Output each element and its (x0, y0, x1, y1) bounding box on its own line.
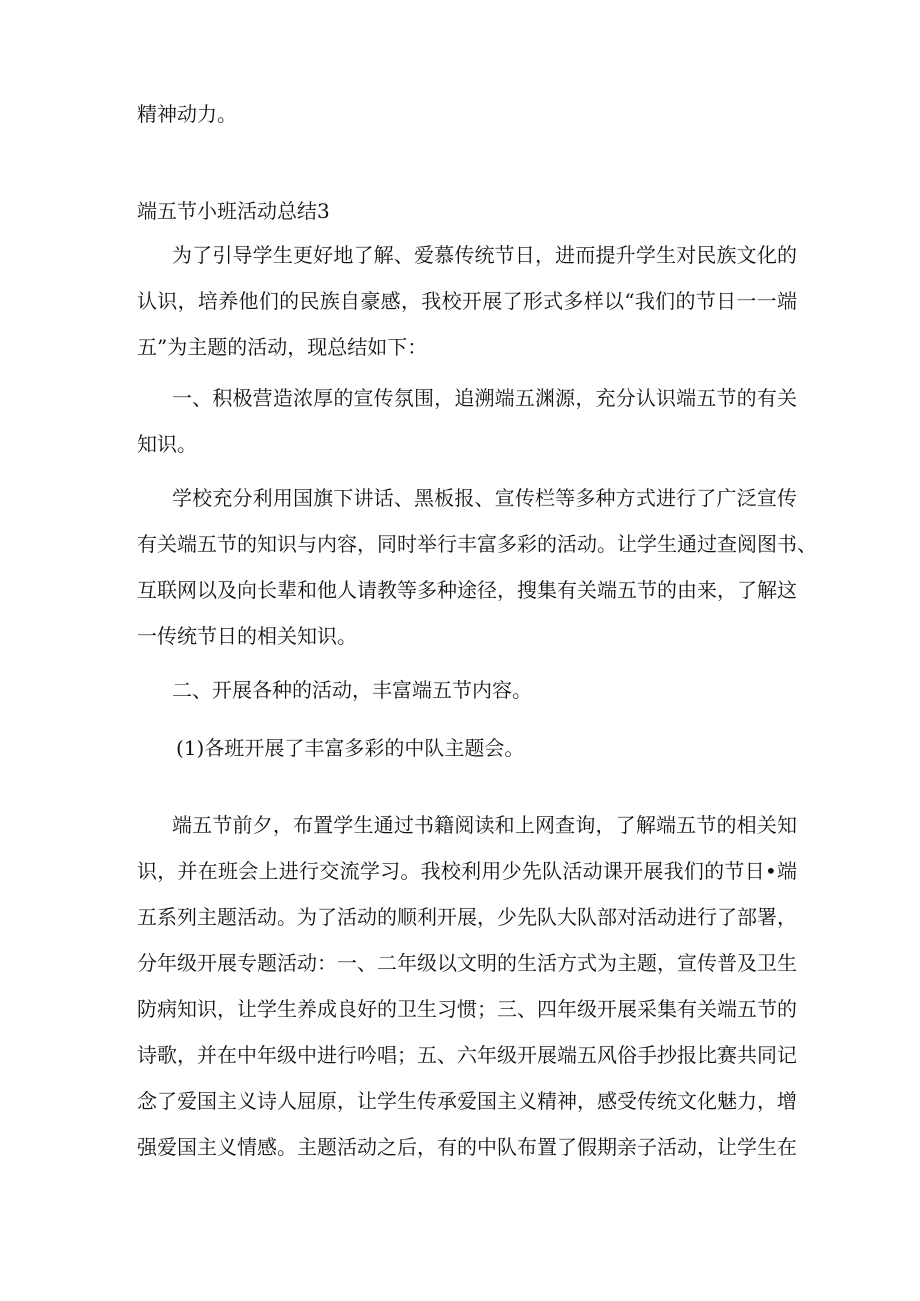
paragraph-line: 分年级开展专题活动：一、二年级以文明的生活方式为主题，宣传普及卫生 (137, 951, 797, 975)
paragraph-line: 诗歌，并在中年级中进行吟唱；五、六年级开展端五风俗手抄报比赛共同记 (137, 1043, 797, 1067)
section-title: 端五节小班活动总结3 (137, 199, 330, 223)
subheading: 二、开展各种的活动，丰富端五节内容。 (172, 678, 532, 702)
paragraph-line: 端五节前夕，布置学生通过书籍阅读和上网查询，了解端五节的相关知 (172, 813, 797, 837)
subheading-line: 知识。 (137, 432, 197, 456)
paragraph-line: 强爱国主义情感。主题活动之后，有的中队布置了假期亲子活动，让学生在 (137, 1135, 797, 1159)
paragraph-line: 互联网以及向长辈和他人请教等多种途径，搜集有关端五节的由来，了解这 (137, 578, 797, 602)
paragraph-line: 防病知识，让学生养成良好的卫生习惯；三、四年级开展采集有关端五节的 (137, 997, 797, 1021)
paragraph-line: 为了引导学生更好地了解、爱慕传统节日，进而提升学生对民族文化的 (172, 243, 797, 267)
paragraph-line: 学校充分利用国旗下讲话、黑板报、宣传栏等多种方式进行了广泛宣传 (172, 486, 797, 510)
paragraph-line: 识，并在班会上进行交流学习。我校利用少先队活动课开展我们的节日•端 (137, 859, 797, 883)
subheading-line: 一、积极营造浓厚的宣传氛围，追溯端五渊源，充分认识端五节的有关 (172, 386, 797, 410)
paragraph-line: 认识，培养他们的民族自豪感，我校开展了形式多样以“我们的节日一一端 (137, 289, 797, 313)
paragraph-line: 一传统节日的相关知识。 (137, 624, 357, 648)
carryover-text: 精神动力。 (137, 102, 237, 126)
subsection-item: (1)各班开展了丰富多彩的中队主题会。 (176, 736, 525, 760)
paragraph-line: 有关端五节的知识与内容，同时举行丰富多彩的活动。让学生通过查阅图书、 (137, 532, 817, 556)
paragraph-line: 念了爱国主义诗人屈原，让学生传承爱国主义精神，感受传统文化魅力，增 (137, 1089, 797, 1113)
paragraph-line: 五”为主题的活动，现总结如下： (137, 335, 428, 359)
paragraph-line: 五系列主题活动。为了活动的顺利开展，少先队大队部对活动进行了部署， (137, 905, 797, 929)
